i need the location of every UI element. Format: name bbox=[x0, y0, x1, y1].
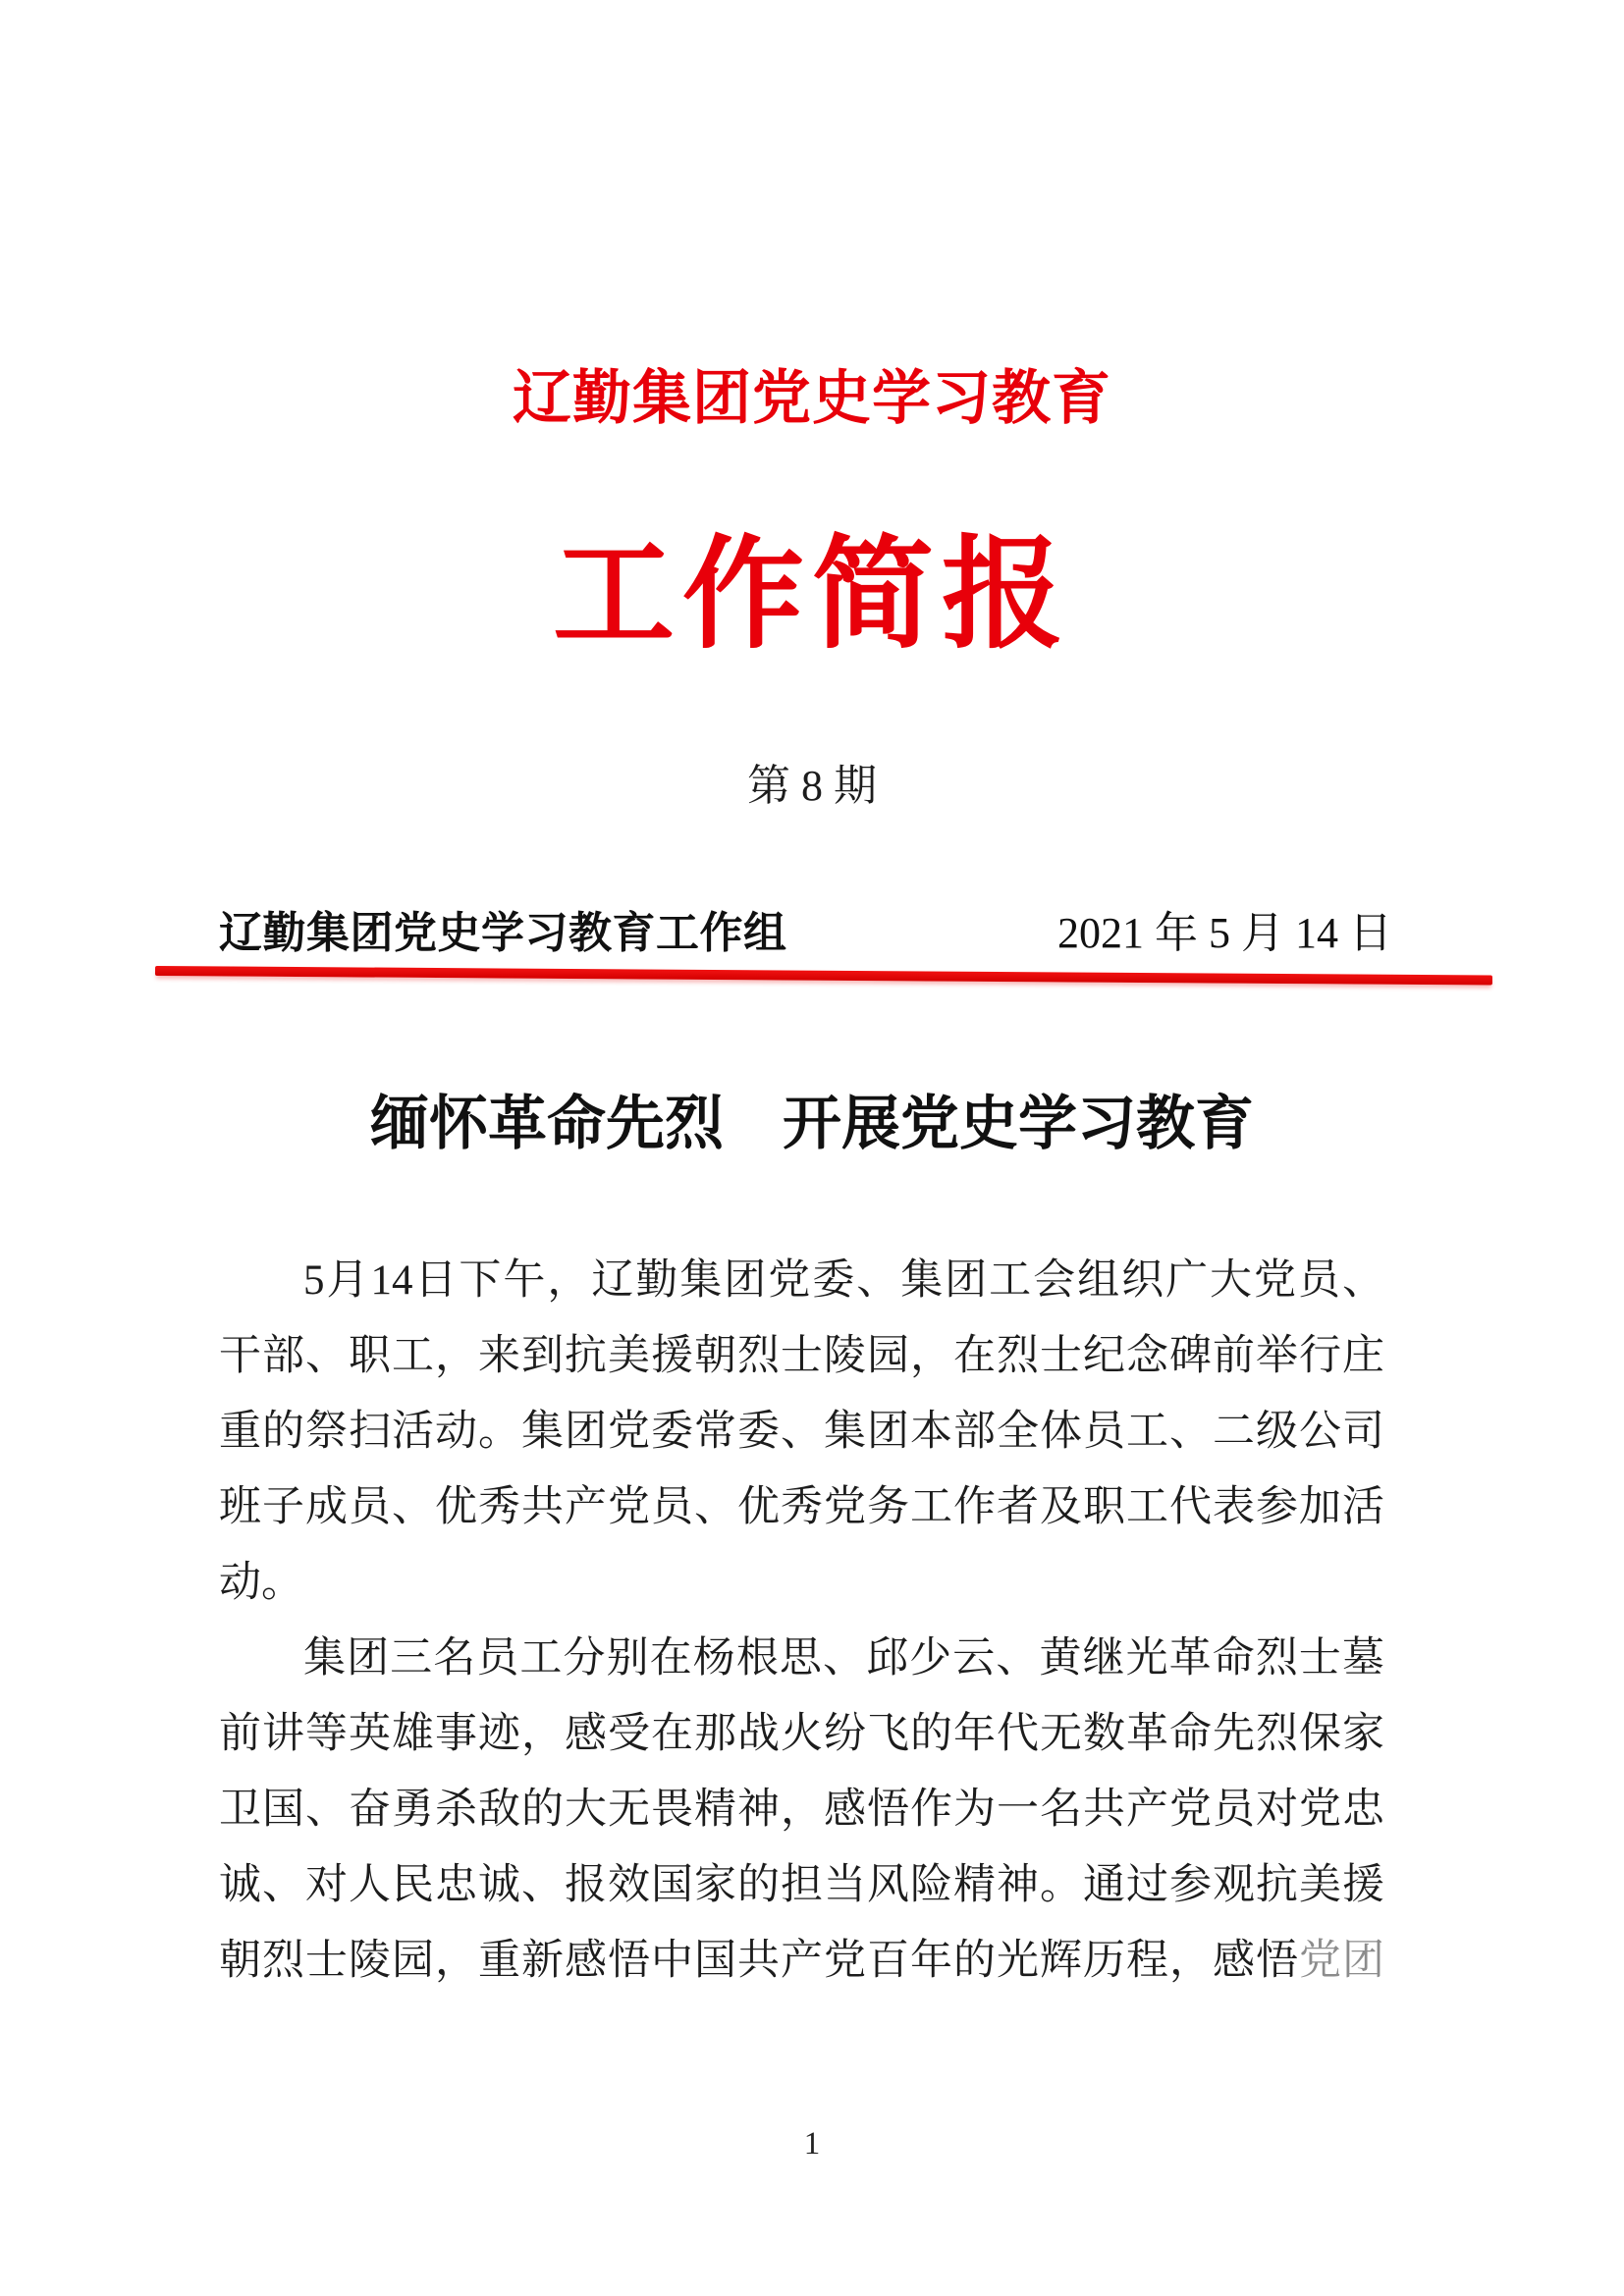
issue-date: 2021 年 5 月 14 日 bbox=[1057, 909, 1392, 957]
paragraph1-line5: 动。 bbox=[219, 1560, 303, 1606]
masthead-row bbox=[219, 905, 1392, 962]
article-body bbox=[219, 1243, 1384, 1999]
paragraph2-line5 bbox=[219, 1923, 1384, 1999]
bulletin-title: 工作简报 bbox=[552, 528, 1071, 663]
bulletin-supertitle: 辽勤集团党史学习教育 bbox=[513, 366, 1111, 431]
paragraph1-line4: 班子成员、优秀共产党员、优秀党务工作者及职工代表参加活 bbox=[219, 1484, 1384, 1530]
issue-number: 第 8 期 bbox=[747, 762, 877, 810]
paragraph2-line1: 集团三名员工分别在杨根思、邱少云、黄继光革命烈士墓 bbox=[303, 1635, 1384, 1682]
paragraph2-line4: 诚、对人民忠诚、报效国家的担当风险精神。通过参观抗美援 bbox=[219, 1862, 1384, 1908]
page-number: 1 bbox=[803, 2126, 821, 2162]
paragraph1-line1: 5月14日下午，辽勤集团党委、集团工会组织广大党员、 bbox=[303, 1257, 1384, 1304]
paragraph1-line2: 干部、职工，来到抗美援朝烈士陵园，在烈士纪念碑前举行庄 bbox=[219, 1333, 1384, 1379]
paragraph1-line3: 重的祭扫活动。集团党委常委、集团本部全体员工、二级公司 bbox=[219, 1409, 1384, 1455]
issuing-organization: 辽勤集团党史学习教育工作组 bbox=[219, 909, 787, 957]
red-divider-line bbox=[155, 966, 1492, 986]
article-headline: 缅怀革命先烈 开展党史学习教育 bbox=[370, 1091, 1254, 1156]
paragraph2-line5-faded-text: 党团 bbox=[1299, 1938, 1384, 1984]
paragraph2-line2: 前讲等英雄事迹，感受在那战火纷飞的年代无数革命先烈保家 bbox=[219, 1711, 1384, 1757]
paragraph2-line3: 卫国、奋勇杀敌的大无畏精神，感悟作为一名共产党员对党忠 bbox=[219, 1787, 1384, 1833]
paragraph2-line5-text: 朝烈士陵园，重新感悟中国共产党百年的光辉历程，感悟 bbox=[219, 1938, 1299, 1984]
